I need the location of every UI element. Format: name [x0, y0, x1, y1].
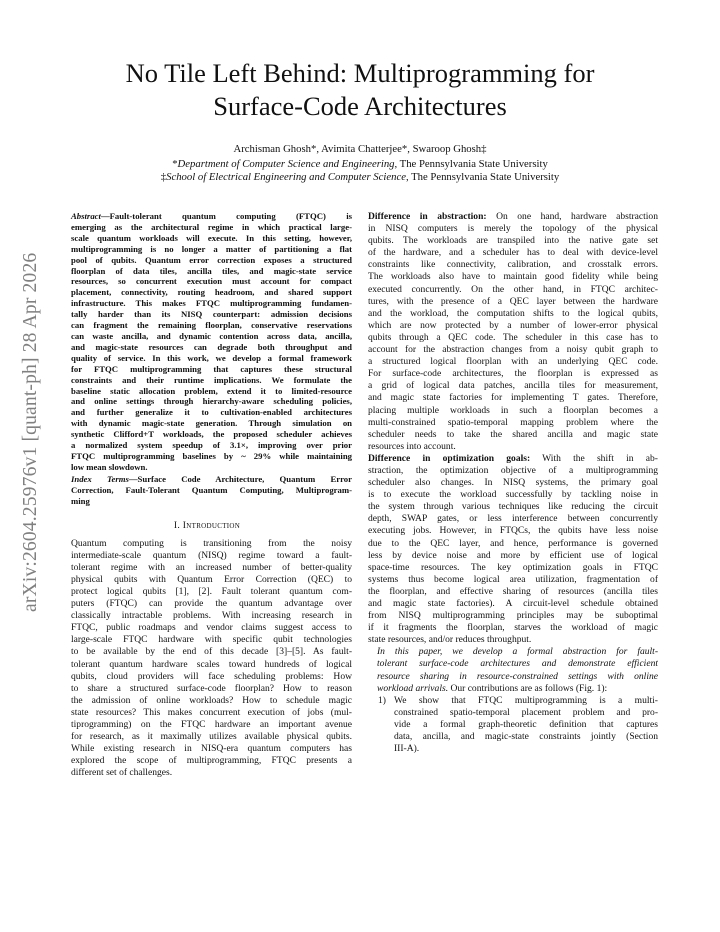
abstraction-line	[368, 284, 658, 296]
intro-line-text: FTQC, public roadmaps and vendor claims suggest access to	[71, 622, 352, 634]
abstraction-line-text: qubits through a QEC code. The scheduler in this case has to	[368, 331, 658, 343]
goals-line-text: state resources, and/or reduces throughput.	[368, 634, 532, 646]
abstraction-line-text: and the workload, the computation shifts to the logical qubits,	[368, 307, 658, 319]
abstraction-paragraph	[368, 211, 658, 453]
goals-line-text: depth, SWAP gates, or less interference between concurrently	[368, 513, 658, 525]
abstraction-line-text: placing multiple workloads in such a floorplan becomes a	[368, 404, 658, 416]
contrib-tail: Our contributions are as follows (Fig. 1):	[448, 682, 608, 694]
list-item-text: We show that FTQC multiprogramming is a multi-	[394, 694, 658, 706]
goals-paragraph	[368, 453, 658, 647]
index-terms-line	[62, 485, 352, 496]
abstract-line-text: and online settings through hierarchy-aware scheduling policies,	[71, 396, 352, 407]
intro-line	[62, 731, 352, 743]
abstract-line-text: and further generalize it to cultivation-enabled architectures	[71, 407, 352, 418]
abstract-line-text: —Fault-tolerant quantum computing (FTQC) is	[100, 211, 352, 221]
abstraction-line	[368, 332, 658, 344]
goals-line	[368, 550, 658, 562]
abstraction-line-text: a structured logical floorplan with an underlying QEC code.	[368, 356, 658, 368]
intro-line	[62, 550, 352, 562]
abstraction-line	[368, 405, 658, 417]
affiliation-1	[60, 158, 660, 172]
abstract-line	[62, 331, 352, 342]
intro-line	[62, 622, 352, 634]
list-item-line	[394, 719, 658, 731]
abstract-line	[62, 233, 352, 244]
intro-paragraph	[62, 538, 352, 780]
list-item-number: 1)	[378, 694, 386, 706]
intro-line	[62, 659, 352, 671]
abstract-line	[62, 211, 352, 222]
abstract-line-text: can fragment the remaining floorplan, conservative reservations	[71, 320, 352, 331]
abstraction-line	[368, 259, 658, 271]
index-terms-line-text: ming	[71, 495, 90, 506]
contrib-line-text: tolerant surface-code architectures and demonstrate efficient	[377, 658, 658, 670]
intro-line	[62, 598, 352, 610]
intro-line-text: to be available by the end of this decade [3]–[5]. As fault-	[71, 646, 352, 658]
title-line-1: No Tile Left Behind: Multiprogramming for	[125, 58, 595, 88]
intro-line-text: intermediate-scale quantum (NISQ) regime toward a fault-	[71, 549, 352, 561]
affiliation-1-dept: Department of Computer Science and Engineering	[177, 157, 395, 170]
abstraction-line-text: resources into account.	[368, 440, 456, 452]
goals-line-text: is to execute the workload successfully by tackling noise in	[368, 489, 658, 501]
abstract-line	[62, 407, 352, 418]
abstraction-line	[368, 223, 658, 235]
abstract-line	[62, 276, 352, 287]
abstraction-line-text: constraints like connectivity, calibration, and crosstalk errors.	[368, 259, 658, 271]
author-block	[60, 143, 660, 185]
affiliation-2-dept: School of Electrical Engineering and Computer Science	[166, 171, 406, 183]
goals-line	[368, 525, 658, 537]
author-names: Archisman Ghosh*, Avimita Chatterjee*, Swaroop Ghosh‡	[233, 143, 487, 155]
goals-line-text: systems thus become logical area utilization, fragmentation of	[368, 573, 658, 585]
abstract-line-text: for FTQC multiprogramming that captures these structural	[71, 363, 352, 374]
list-item-line	[394, 695, 658, 707]
intro-line	[62, 634, 352, 646]
goals-line	[368, 477, 658, 489]
abstract-line	[62, 353, 352, 364]
abstract-line	[62, 298, 352, 309]
goals-line-text: due to the QEC layer, and hence, performance is governed	[368, 537, 658, 549]
abstraction-line-text: of the hardware, and a scheduler has to deal with device-level	[368, 247, 658, 259]
abstract-line-text: emerging as the architectural regime in which practical large-	[71, 221, 352, 232]
abstract-line	[62, 418, 352, 429]
affiliation-2	[60, 171, 660, 185]
goals-line	[368, 634, 658, 646]
abstraction-line-text: multi-constrained spatio-temporal mapping problem where the	[368, 416, 658, 428]
contributions-paragraph	[368, 646, 658, 694]
affiliation-1-inst: , The Pennsylvania State University	[394, 157, 548, 170]
intro-line	[62, 562, 352, 574]
intro-line-text: state resources? This makes concurrent execution of jobs (mul-	[71, 706, 352, 718]
affiliation-2-inst: , The Pennsylvania State University	[405, 171, 560, 183]
intro-line	[62, 646, 352, 658]
abstract-line-text: with dynamic magic-state generation. Through simulation on	[71, 418, 352, 429]
list-item-text: constrained spatio-temporal placement problem and pro-	[394, 706, 658, 718]
section-number: I.	[173, 520, 183, 532]
abstraction-line-text: in NISQ computers is merely the topology of the physical	[368, 223, 658, 235]
list-item-text: vide a formal graph-theoretic definition that captures	[394, 718, 658, 730]
abstract-label: Abstract	[71, 211, 101, 221]
goals-line-text: the system through various techniques like reducing the circuit	[368, 501, 658, 513]
abstract-line-text: baseline static allocation problem, extend it to limited-resource	[71, 385, 352, 396]
abstract-line	[62, 320, 352, 331]
list-item	[368, 695, 658, 755]
affiliation-1-mark: *	[172, 157, 178, 170]
index-terms-line	[62, 474, 352, 485]
intro-line-text: large-scale FTQC hardware with specific qubit technologies	[71, 634, 352, 646]
intro-line	[62, 683, 352, 695]
contrib-line-text: resource sharing in resource-constrained settings with online	[377, 670, 658, 682]
intro-line	[62, 610, 352, 622]
index-terms-label: Index Terms	[71, 473, 129, 484]
abstraction-line-text: For surface-code architectures, the floorplan is expressed as	[368, 368, 658, 380]
abstraction-line	[368, 441, 658, 453]
abstraction-line-text: executed concurrently. On the other hand, in FTQC architec-	[368, 283, 658, 295]
goals-line-text: from NISQ multiprogramming principles may be suboptimal	[368, 610, 658, 622]
abstract-line	[62, 375, 352, 386]
abstraction-line	[368, 380, 658, 392]
abstraction-line	[368, 356, 658, 368]
intro-line-text: different set of challenges.	[71, 767, 173, 779]
abstract-line-text: multiprogramming is no longer a matter of partitioning a flat	[71, 243, 352, 254]
abstract-line	[62, 364, 352, 375]
intro-line-text: to share a structured surface-code floorplan? How to reason	[71, 682, 352, 694]
abstract-line	[62, 266, 352, 277]
abstraction-line-text: qubits. The workloads are transpiled into the native gate set	[368, 235, 658, 247]
intro-line-text: for research, as it maximally utilizes available physical qubits.	[71, 731, 352, 743]
intro-line-text: tolerant quantum hardware scales toward hundreds of logical	[71, 658, 352, 670]
abstract-line-text: FTQC multiprogramming baselines by ~ 29% while maintaining	[71, 450, 352, 461]
contrib-line-text: workload arrivals.	[377, 682, 449, 694]
intro-line-text: qubits, cloud providers will face scheduling problems: How	[71, 670, 352, 682]
abstract-line-text: constraints and their runtime implications. We formulate the	[71, 374, 352, 385]
abstract-line-text: tally harder than its NISQ counterpart: admission decisions	[71, 309, 352, 320]
abstract-line	[62, 396, 352, 407]
abstract-line-text: and magic-state resources can degrade both throughput and	[71, 341, 352, 352]
index-terms-line-text: Correction, Fault-Tolerant Quantum Computing, Multiprogram-	[71, 484, 352, 495]
abstraction-line	[368, 417, 658, 429]
intro-line	[62, 719, 352, 731]
intro-line-text: tolerant regime with an increased number of better-quality	[71, 561, 352, 573]
abstract-line-text: floorplan of data tiles, ancilla tiles, and magic-state service	[71, 265, 352, 276]
abstract-line-text: quality of service. In this work, we develop a formal framework	[71, 352, 352, 363]
goals-line	[368, 610, 658, 622]
abstraction-line	[368, 271, 658, 283]
goals-line	[368, 513, 658, 525]
intro-line-text: explored the scope of multiprogramming, FTQC presents a	[71, 755, 352, 767]
list-item-line	[394, 743, 658, 755]
intro-line-text: tiprogramming) on the FTQC hardware an important avenue	[71, 718, 352, 730]
abstract-line-text: can waste ancilla, and dynamic contention across data, ancilla,	[71, 330, 352, 341]
abstract-line-text: pool of qubits. Quantum error correction exposes a structured	[71, 254, 352, 265]
abstract-line	[62, 342, 352, 353]
goals-line-text: less by device noise and more by efficient use of logical	[368, 549, 658, 561]
paper-title	[60, 57, 660, 123]
intro-line-text: protect logical qubits [1], [2]. Fault tolerant quantum com-	[71, 585, 352, 597]
goals-line	[368, 465, 658, 477]
abstract-line	[62, 255, 352, 266]
intro-line	[62, 671, 352, 683]
goals-line	[368, 586, 658, 598]
abstraction-line	[368, 320, 658, 332]
abstract-line-text: a normalized system speedup of 3.1×, improving over prior	[71, 440, 352, 451]
abstract-line-text: synthetic Clifford+T workloads, the proposed scheduler achieves	[71, 429, 352, 440]
abstract-line	[62, 386, 352, 397]
abstract	[62, 211, 352, 473]
abstraction-line	[368, 235, 658, 247]
section-heading	[62, 520, 352, 532]
affiliation-2-mark: ‡	[160, 171, 167, 183]
goals-line-text: if it fragments the floorplan, starves the workload of magic	[368, 622, 658, 634]
list-item-text: data, ancilla, and magic-state constraints jointly (Section	[394, 731, 658, 743]
abstract-line	[62, 244, 352, 255]
abstract-line	[62, 222, 352, 233]
abstract-line-text: scale quantum workloads will execute. In this setting, however,	[71, 232, 352, 243]
abstract-line-text: placement, connectivity, routing headroom, and shared support	[71, 287, 352, 298]
goals-line	[368, 562, 658, 574]
list-item-line	[394, 707, 658, 719]
left-column	[62, 211, 352, 779]
intro-line-text: classically intractable problems. With increasing research in	[71, 610, 352, 622]
abstract-line	[62, 440, 352, 451]
abstraction-line-text: a grid of logical data patches, ancilla tiles for measurement,	[368, 380, 658, 392]
right-column	[368, 211, 658, 755]
abstraction-line	[368, 344, 658, 356]
goals-line	[368, 501, 658, 513]
abstraction-line-text: which are now protected by a number of lower-error physical	[368, 319, 658, 331]
abstract-line	[62, 429, 352, 440]
abstraction-line	[368, 211, 658, 223]
intro-line	[62, 574, 352, 586]
index-terms-line-text: —Surface Code Architecture, Quantum Error	[128, 473, 352, 484]
goals-line	[368, 598, 658, 610]
goals-line-text: and magic state factories). A circuit-level schedule obtained	[368, 598, 658, 609]
section-title: Introduction	[182, 520, 241, 532]
contrib-line	[368, 683, 658, 695]
abstraction-line	[368, 392, 658, 404]
intro-line	[62, 767, 352, 779]
intro-line	[62, 743, 352, 755]
goals-line-text: space-time resources. The key optimization goals in FTQC	[368, 561, 658, 573]
abstract-line	[62, 287, 352, 298]
intro-line-text: physical qubits with Quantum Error Correction (QEC) to	[71, 573, 352, 585]
intro-line	[62, 695, 352, 707]
abstract-line-text: resources, so concurrent execution must account for compact	[71, 276, 352, 287]
abstraction-line-text: On one hand, hardware abstraction	[486, 211, 658, 222]
goals-heading: Difference in optimization goals:	[368, 452, 531, 464]
abstraction-line-text: account for the abstraction changes from a noisy qubit graph to	[368, 344, 658, 356]
abstract-line	[62, 451, 352, 462]
abstraction-line	[368, 368, 658, 380]
list-item-line	[394, 731, 658, 743]
contrib-line-text: In this paper, we develop a formal abstraction for fault-	[377, 646, 658, 658]
intro-line	[62, 586, 352, 598]
title-line-2: Surface-Code Architectures	[213, 91, 507, 121]
abstraction-heading: Difference in abstraction:	[368, 211, 487, 222]
abstraction-line-text: and magic state factories for implementing T gates. Therefore,	[368, 392, 658, 404]
arxiv-identifier: arXiv:2604.25976v1 [quant-ph] 28 Apr 2026	[20, 252, 41, 612]
index-terms-line	[62, 496, 352, 507]
abstract-line-text: low mean slowdown.	[71, 461, 148, 472]
goals-line	[368, 453, 658, 465]
intro-line	[62, 755, 352, 767]
goals-line	[368, 489, 658, 501]
contrib-line	[368, 671, 658, 683]
abstraction-line-text: tures, with the presence of a QEC layer between the hardware	[368, 295, 658, 307]
abstraction-line	[368, 429, 658, 441]
abstract-line	[62, 309, 352, 320]
abstract-line-text: infrastructure. This makes FTQC multiprogramming fundamen-	[71, 298, 352, 309]
abstraction-line	[368, 308, 658, 320]
intro-line-text: the admission of online workloads? How to schedule magic	[71, 694, 352, 706]
intro-line-text: While existing research in NISQ-era quantum computers has	[71, 743, 352, 755]
abstraction-line	[368, 296, 658, 308]
goals-line-text: straction, the optimization objective of a multiprogramming	[368, 464, 658, 476]
goals-line-text: the floorplan, and effective sharing of resources (ancilla tiles	[368, 585, 658, 597]
intro-line	[62, 538, 352, 550]
intro-line-text: puters (FTQC) can provide the quantum advantage over	[71, 598, 352, 610]
contributions-list	[368, 695, 658, 755]
goals-line	[368, 574, 658, 586]
abstraction-line-text: scheduler needs to take the shared ancilla and magic state	[368, 428, 658, 440]
goals-line-text: With the shift in ab-	[530, 452, 658, 464]
abstraction-line-text: The workloads also have to maintain good fidelity while being	[368, 271, 658, 283]
goals-line	[368, 538, 658, 550]
goals-line-text: executing jobs. However, in FTQCs, the qubits have less noise	[368, 525, 658, 537]
goals-line-text: scheduler also changes. In NISQ systems, the primary goal	[368, 477, 658, 489]
contrib-line	[368, 646, 658, 658]
list-item-text: III-A).	[394, 743, 420, 755]
contrib-line	[368, 658, 658, 670]
index-terms	[62, 474, 352, 507]
abstraction-line	[368, 247, 658, 259]
abstract-line	[62, 462, 352, 473]
intro-line-text: Quantum computing is transitioning from the noisy	[71, 537, 352, 549]
goals-line	[368, 622, 658, 634]
intro-line	[62, 707, 352, 719]
